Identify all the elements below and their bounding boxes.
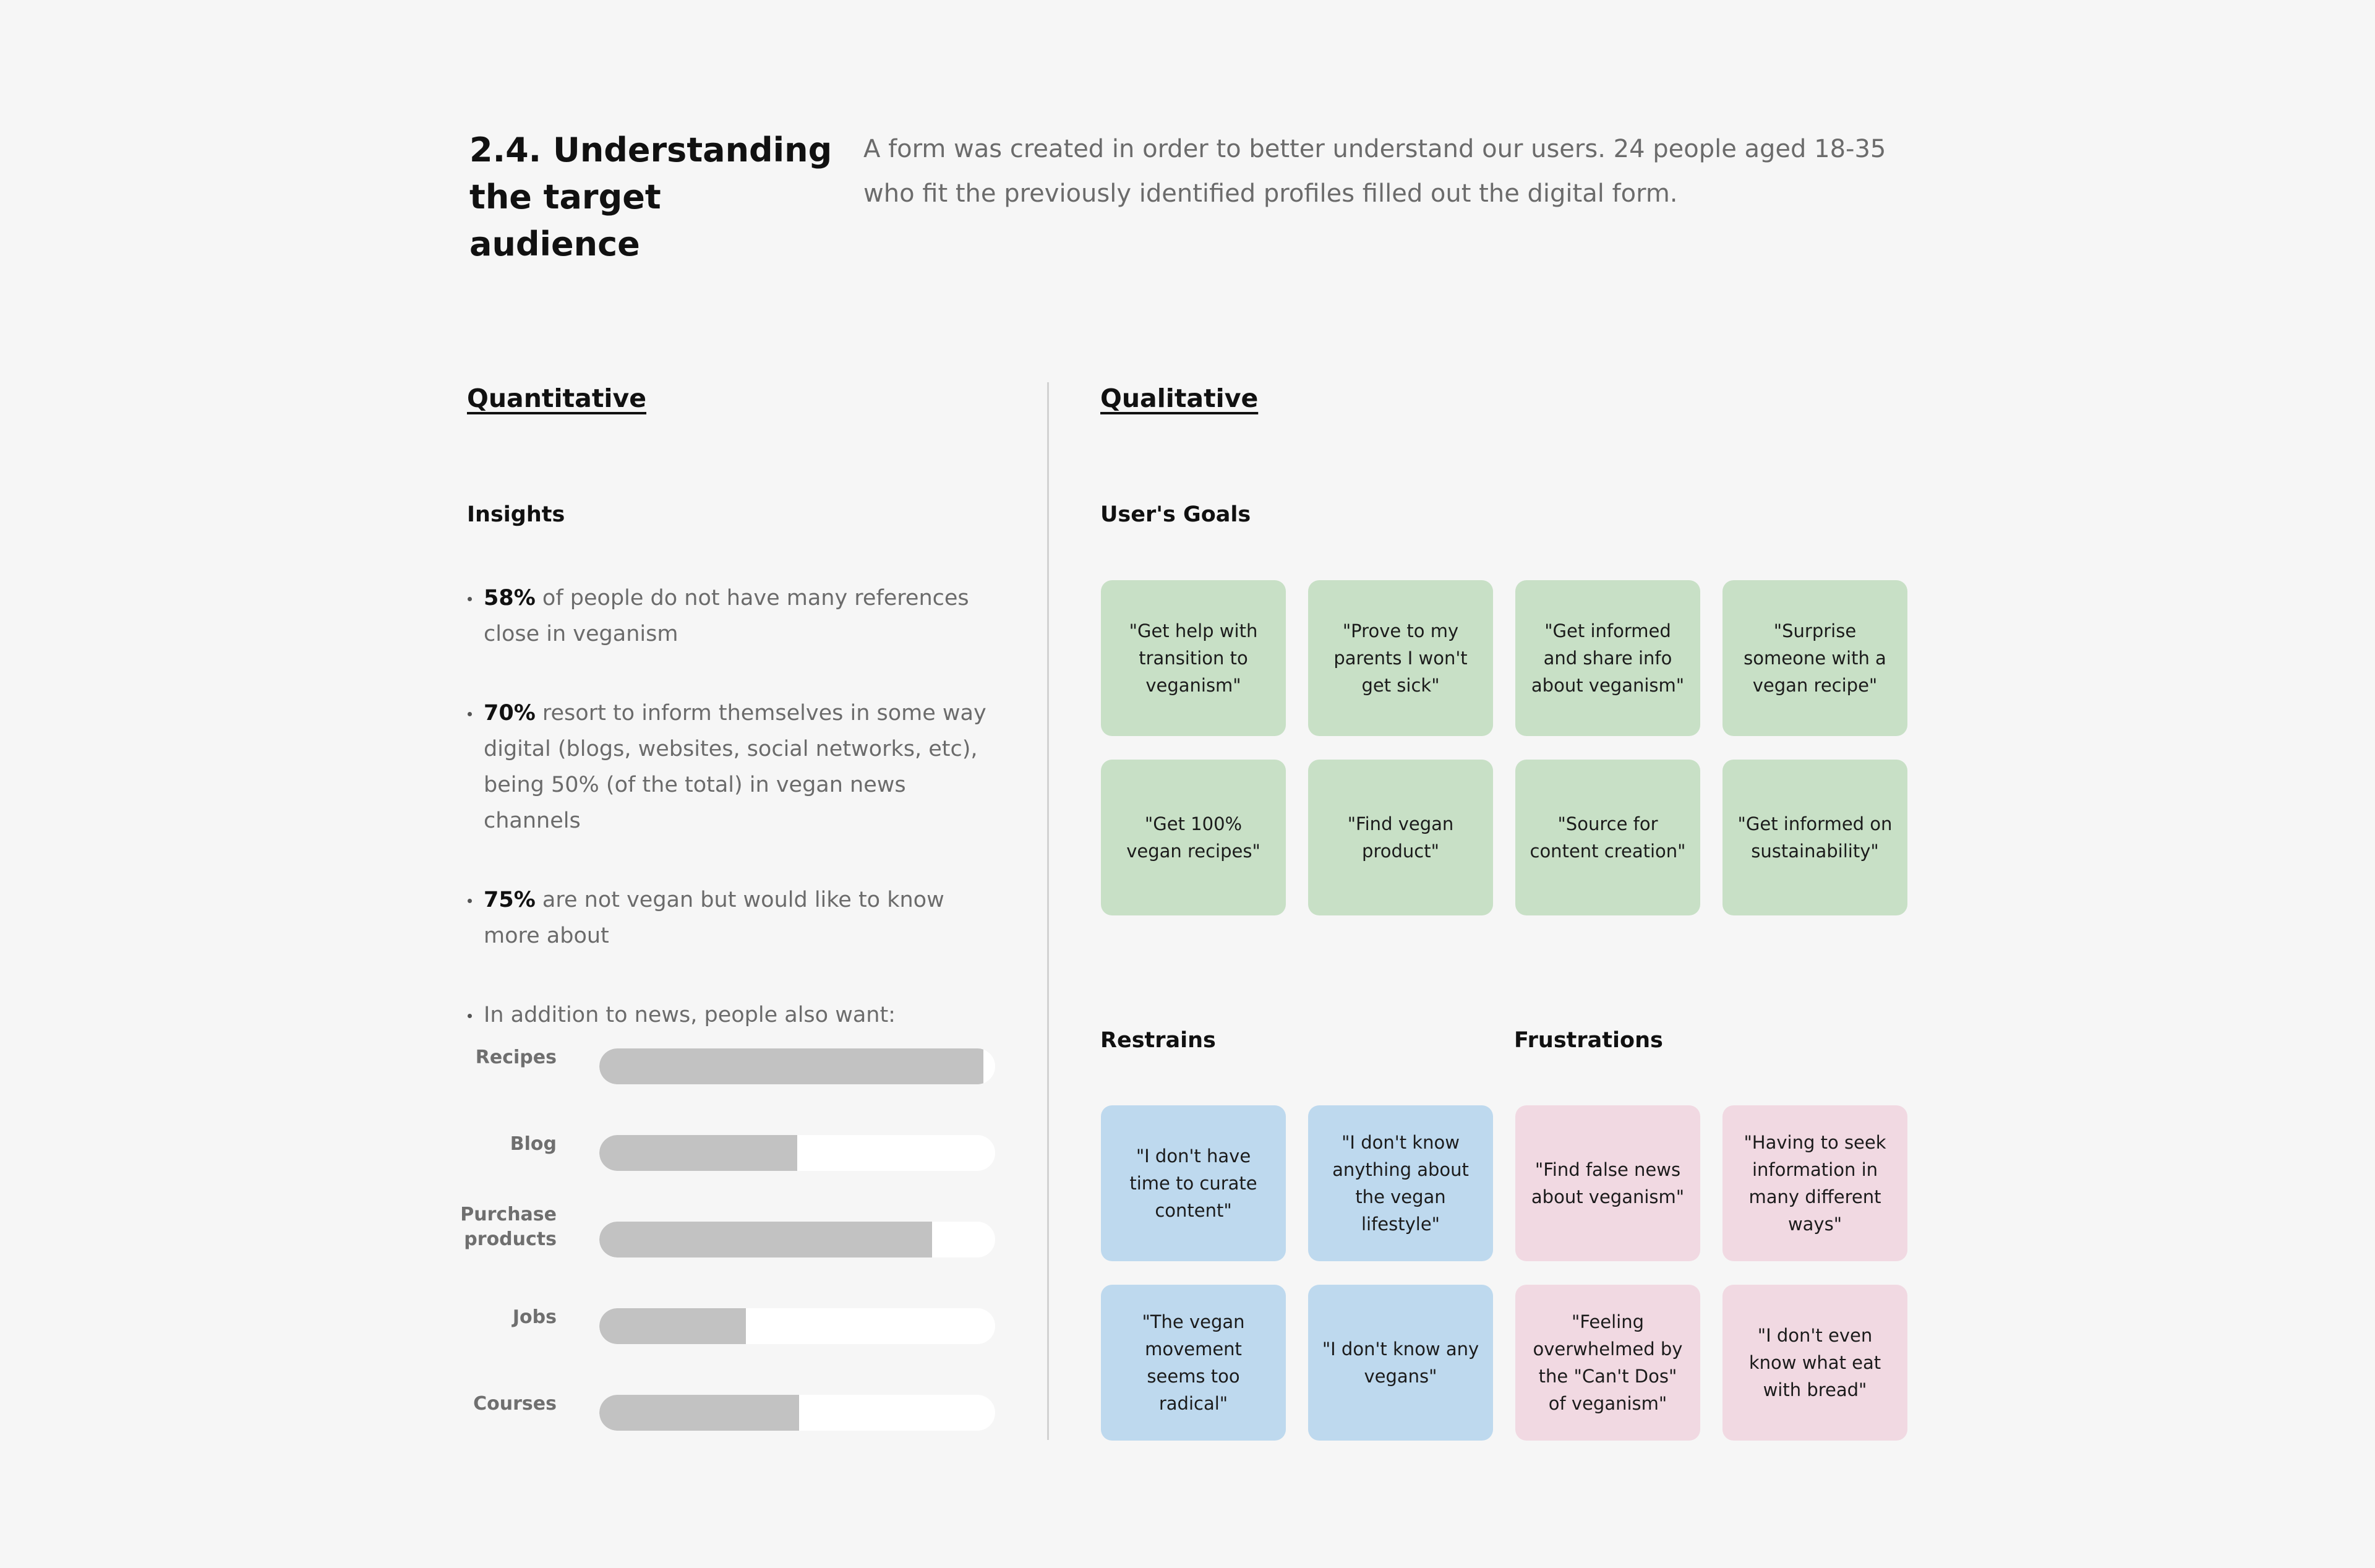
column-divider [1047,382,1049,1440]
frustration-card: "Having to seek information in many different ways" [1722,1105,1907,1261]
bar-row [458,1039,1002,1126]
insight-bullet: In addition to news, people also want: [465,997,997,1033]
bar-row [458,1386,1002,1472]
insight-bullet: 58% of people do not have many references close in veganism [465,580,997,652]
interest-bar-chart [458,1039,1002,1472]
bar-row [458,1299,1002,1386]
restrain-card: "I don't have time to curate content" [1101,1105,1286,1261]
restrain-card: "The vegan movement seems too radical" [1101,1285,1286,1441]
bar-label: Courses [473,1393,557,1415]
goal-card: "Get help with transition to veganism" [1101,580,1286,736]
bar-label: Purchase products [460,1204,557,1250]
bar-track [599,1308,995,1344]
quantitative-heading: Quantitative [467,383,647,413]
restrain-card: "I don't know any vegans" [1308,1285,1493,1441]
qualitative-heading: Qualitative [1100,383,1259,413]
goals-grid [1101,580,1907,915]
bar-track [599,1135,995,1171]
frustration-card: "Feeling overwhelmed by the "Can't Dos" of veganism" [1515,1285,1700,1441]
bar-fill [599,1048,983,1084]
insights-heading: Insights [467,502,565,527]
goals-heading: User's Goals [1100,502,1251,527]
bar-row [458,1126,1002,1212]
bar-fill [599,1135,797,1171]
restrains-heading: Restrains [1100,1028,1216,1053]
bar-track [599,1395,995,1431]
goal-card: "Get informed and share info about veganism" [1515,580,1700,736]
bar-track [599,1222,995,1257]
goal-card: "Prove to my parents I won't get sick" [1308,580,1493,736]
goal-card: "Surprise someone with a vegan recipe" [1722,580,1907,736]
goal-card: "Find vegan product" [1308,760,1493,915]
bar-track [599,1048,995,1084]
frustrations-grid [1515,1105,1907,1441]
goal-card: "Source for content creation" [1515,760,1700,915]
frustrations-heading: Frustrations [1514,1028,1663,1053]
bar-row [458,1204,1002,1299]
insight-bullet: 70% resort to inform themselves in some way digital (blogs, websites, social networks, etc), being 50% (of the total) in vegan news channels [465,695,997,839]
goal-card: "Get informed on sustainability" [1722,760,1907,915]
bar-label: Jobs [512,1306,557,1328]
bar-label: Blog [510,1133,557,1155]
section-title: 2.4. Understanding the target audience [469,131,832,263]
goal-card: "Get 100% vegan recipes" [1101,760,1286,915]
bar-fill [599,1222,932,1257]
restrain-card: "I don't know anything about the vegan lifestyle" [1308,1105,1493,1261]
frustration-card: "Find false news about veganism" [1515,1105,1700,1261]
intro-paragraph: A form was created in order to better understand our users. 24 people aged 18-35 who fit the previously identified profiles filled out the digital form. [863,135,1886,208]
bar-fill [599,1308,746,1344]
bar-label: Recipes [475,1047,557,1068]
insight-bullet: 75% are not vegan but would like to know more about [465,882,997,954]
bar-fill [599,1395,799,1431]
insights-list [465,580,997,1076]
restrains-grid [1101,1105,1493,1441]
frustration-card: "I don't even know what eat with bread" [1722,1285,1907,1441]
